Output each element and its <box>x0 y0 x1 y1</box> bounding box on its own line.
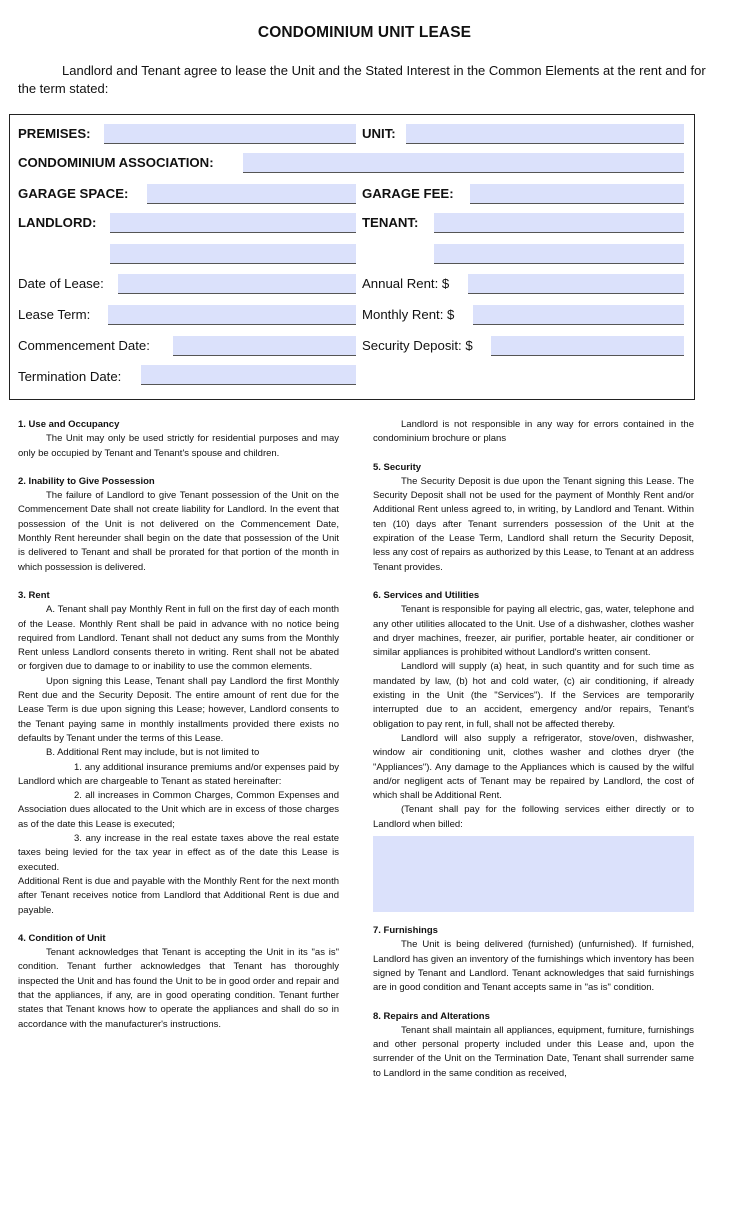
page-title: CONDOMINIUM UNIT LEASE <box>257 24 472 41</box>
premises-label: PREMISES: <box>18 126 91 141</box>
services-paragraph-4: (Tenant shall pay for the following services either directly or to Landlord when billed: <box>373 804 694 830</box>
annual-rent-label: Annual Rent: $ <box>362 276 450 291</box>
rent-paragraph-b: B. Additional Rent may include, but is not limited to <box>46 747 260 759</box>
intro-text <box>18 62 708 98</box>
rent-paragraph-a: A. Tenant shall pay Monthly Rent in full on the first day of each month of the Lease. Monthly Rent shall be paid in advance with no notice being required from Landlord. Tenant shall not deduct any sums from the Monthly Rent unless Landlord consents thereto in writing. Rent shall not be abated or forgiven due to damage to or inability to use the common elements. <box>18 604 339 673</box>
tenant-field[interactable] <box>434 213 684 233</box>
left-column <box>18 418 339 1032</box>
commencement-date-label: Commencement Date: <box>18 338 150 353</box>
landlord-field[interactable] <box>110 213 356 233</box>
date-of-lease-label: Date of Lease: <box>18 276 104 291</box>
lease-term-label: Lease Term: <box>18 307 91 322</box>
date-of-lease-field[interactable] <box>118 274 356 294</box>
termination-date-field[interactable] <box>141 365 356 385</box>
lease-terms <box>18 418 698 1218</box>
termination-date-label: Termination Date: <box>18 369 122 384</box>
security-deposit-field[interactable] <box>491 336 684 356</box>
garage-space-label: GARAGE SPACE: <box>18 186 129 201</box>
section-body-furnishings: The Unit is being delivered (furnished) (unfurnished). If furnished, Landlord has given an inventory of the furnishings which inventory has been signed by Tenant and Landlord. Tenant acknowledges that said furnishings are in good condition and Tenant accepts same in "as is" condition. <box>373 939 694 994</box>
garage-fee-label: GARAGE FEE: <box>362 186 454 201</box>
association-label: CONDOMINIUM ASSOCIATION: <box>18 155 214 170</box>
right-column <box>373 418 694 1081</box>
rent-additional-note: Additional Rent is due and payable with the Monthly Rent for the next month after Tenant receives notice from Landlord that Additional Rent is due and payable. <box>18 875 339 916</box>
services-paragraph-2: Landlord will supply (a) heat, in such quantity and for such time as mandated by law, (b) hot and cold water, (c) air conditioning, if already existing in the Unit (the "Services"). If the Services are temporarily interrupted due to an accident, emergency and/or repairs, Tenant's obligation to pay rent, in full, shall not be affected thereby. <box>373 661 694 730</box>
rent-item-3: 3. any increase in the real estate taxes above the real estate taxes being levied for the tax year in effect as of the date this Lease is executed. <box>18 833 339 873</box>
landlord-label: LANDLORD: <box>18 215 97 230</box>
monthly-rent-label: Monthly Rent: $ <box>362 307 455 322</box>
security-deposit-label: Security Deposit: $ <box>362 338 473 353</box>
services-paragraph-3: Landlord will also supply a refrigerator, stove/oven, dishwasher, window air conditioning unit, clothes washer and clothes dryer (the "Appliances"). Any damage to the Appliances which is caused by the wilful and/or negligent acts of Tenant may be repaired by Landlord, the cost of which shall be Additional Rent. <box>373 732 694 802</box>
section-title-rent: 3. Rent <box>18 589 50 601</box>
garage-fee-field[interactable] <box>470 184 684 204</box>
rent-paragraph-a2: Upon signing this Lease, Tenant shall pay Landlord the first Monthly Rent due and the Security Deposit. The entire amount of rent due for the Lease Term is due upon signing this Lease; however, Landlord consents to the Tenant paying same in monthly installments provided there exists no defaults by Tenant under the terms of this Lease. <box>18 675 339 744</box>
unit-field[interactable] <box>406 124 684 144</box>
rent-item-1: 1. any additional insurance premiums and/or expenses paid by Landlord which are chargeable to Tenant as stated hereinafter: <box>18 761 339 787</box>
services-paragraph-1: Tenant is responsible for paying all electric, gas, water, telephone and any other utilities allocated to the Unit. Use of a dishwasher, clothes washer and dryer machines, freezer, air purifier, portable heater, air conditioner or similar appliances is prohibited without Landlord's written consent. <box>373 604 694 659</box>
landlord-field-2[interactable] <box>110 244 356 264</box>
tenant-field-2[interactable] <box>434 244 684 264</box>
section-title-services: 6. Services and Utilities <box>373 589 480 601</box>
unit-label: UNIT: <box>362 126 396 141</box>
section-title-repairs: 8. Repairs and Alterations <box>373 1010 490 1022</box>
section-title-possession: 2. Inability to Give Possession <box>18 475 155 487</box>
lease-form <box>9 114 695 400</box>
section-body-condition: Tenant acknowledges that Tenant is accepting the Unit in its "as is" condition. Tenant further acknowledges that Tenant has thoroughly inspected the Unit and has found the Unit to be in good order and repair and that the appliances, if any, are in good operating condition. Tenant further states that Tenant knows how to operate the appliances and shall do so in accordance with the manufacturer's instructions. <box>18 947 339 1030</box>
section-body-use: The Unit may only be used strictly for residential purposes and may only be occupied by Tenant and Tenant's spouse and children. <box>18 433 339 459</box>
section-body-possession: The failure of Landlord to give Tenant possession of the Unit on the Commencement Date shall not create liability for Landlord. In the event that possession of the Unit is not delivered on the Commencement Date, Monthly Rent hereunder shall begin on the date that possession of the Unit is delivered to Tenant and shall be prorated for that portion of the month in which possession is delivered. <box>18 490 339 573</box>
section-body-security: The Security Deposit is due upon the Tenant signing this Lease. The Security Deposit shall not be used for the payment of Monthly Rent and/or Additional Rent unless agreed to, in writing, by Landlord and Tenant. Within ten (10) days after Tenant surrenders possession of the Unit at the expiration of the Lease Term, Landlord shall return the Security Deposit, less any cost of repairs as authorized by this Lease, to Tenant at an address Tenant provides. <box>373 475 694 573</box>
premises-field[interactable] <box>104 124 356 144</box>
tenant-label: TENANT: <box>362 215 419 230</box>
section-body-repairs: Tenant shall maintain all appliances, equipment, furniture, furnishings and other personal property included under this Lease and, upon the surrender of the Unit on the Termination Date, Tenant shall surrender same to Landlord in the same condition as received, <box>373 1024 694 1079</box>
rent-item-2: 2. all increases in Common Charges, Common Expenses and Association dues allocated to the Unit which are in excess of those charges as of the date this Lease is executed; <box>18 790 339 830</box>
brochure-disclaimer: Landlord is not responsible in any way for errors contained in the condominium brochure or plans <box>373 419 694 445</box>
intro-sentence: Landlord and Tenant agree to lease the Unit and the Stated Interest in the Common Elements at the rent and for the term stated: <box>18 63 706 96</box>
section-title-condition: 4. Condition of Unit <box>18 932 106 944</box>
annual-rent-field[interactable] <box>468 274 684 294</box>
lease-term-field[interactable] <box>108 305 356 325</box>
garage-space-field[interactable] <box>147 184 356 204</box>
section-title-security: 5. Security <box>373 461 422 473</box>
section-title-furnishings: 7. Furnishings <box>373 925 438 937</box>
association-field[interactable] <box>243 153 684 173</box>
section-title-use: 1. Use and Occupancy <box>18 419 120 430</box>
monthly-rent-field[interactable] <box>473 305 684 325</box>
commencement-date-field[interactable] <box>173 336 356 356</box>
services-field[interactable] <box>373 836 694 912</box>
